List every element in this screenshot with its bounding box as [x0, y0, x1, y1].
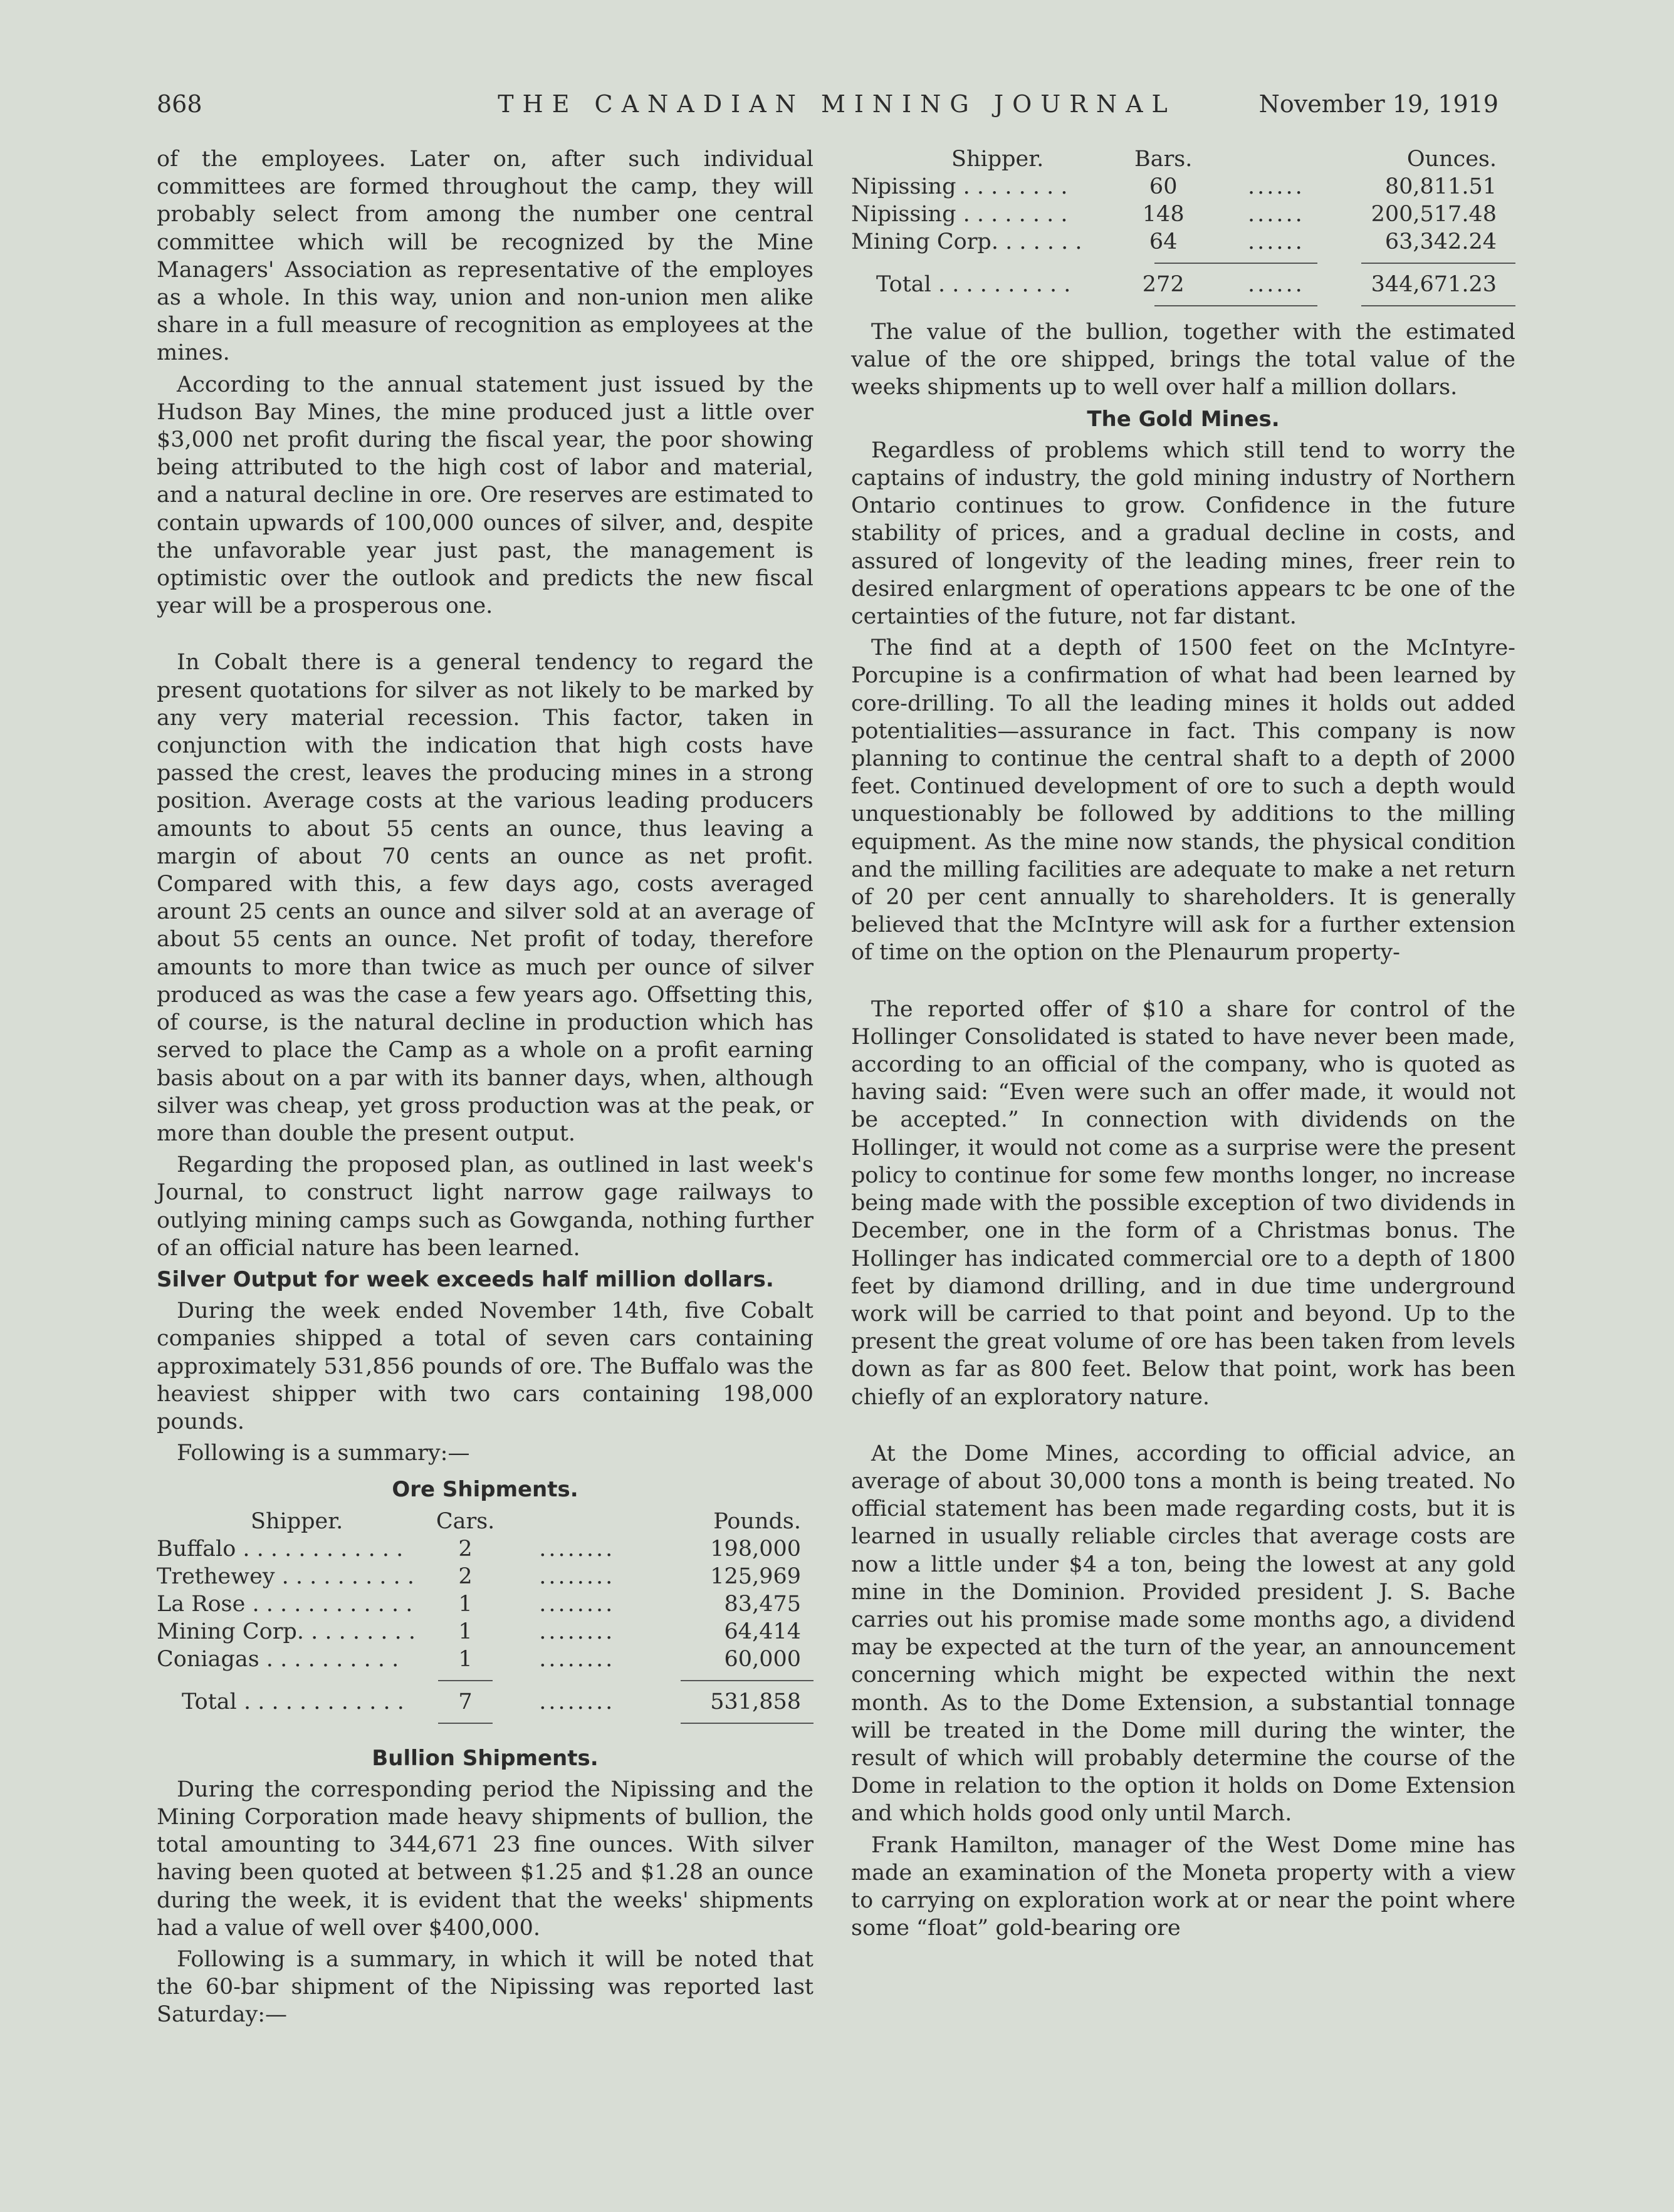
- paragraph: Following is a summary, in which it will be noted that the 60-bar shipment of the Nipissing was reported last Saturday:—: [157, 1946, 813, 2028]
- ore-shipments-table: [157, 1508, 813, 1731]
- journal-title: THE CANADIAN MINING JOURNAL: [498, 90, 1176, 118]
- cell-shipper: Coniagas . . . . . . . . . .: [157, 1646, 399, 1672]
- cell-pounds: 125,969: [710, 1563, 801, 1589]
- table-row: [157, 1618, 813, 1646]
- cell-leader: ........: [539, 1619, 615, 1644]
- paragraph: The find at a depth of 1500 feet on the McIntyre-Porcupine is a confirmation of what had been learned by core-drilling. To all the leading mines it holds out added potentialities—assurance in fact. This company is now planning to continue the central shaft to a depth of 2000 feet. Continued development of ore to such a depth would unquestionably be followed by additions to the milling equipment. As the mine now stands, the physical condition and the milling facilities are adequate to make a net return of 20 per cent annually to shareholders. It is generally believed that the McIntyre will ask for a further extension of time on the option on the Plenaurum property-: [851, 635, 1515, 966]
- table-rule: [851, 298, 1515, 313]
- cell-cars: 2: [458, 1563, 473, 1589]
- cell-shipper: La Rose . . . . . . . . . . . .: [157, 1591, 413, 1617]
- section-heading-silver: Silver Output for week exceeds half million dollars.: [157, 1266, 774, 1292]
- cell-bars: 64: [1149, 229, 1178, 254]
- cell-leader: ......: [1248, 202, 1305, 227]
- paragraph: The value of the bullion, together with the estimated value of the ore shipped, brings the total value of the weeks shipments up to well over half a million dollars.: [851, 320, 1515, 400]
- section-heading-gold: The Gold Mines.: [1087, 406, 1280, 432]
- table-row: [851, 228, 1515, 256]
- column-header: Shipper.: [251, 1508, 343, 1534]
- cell-shipper: Buffalo . . . . . . . . . . . .: [157, 1536, 404, 1562]
- paragraph: In Cobalt there is a general tendency to regard the present quotations for silver as not likely to be marked by any very material recession. This factor, taken in conjunction with the indication that high costs have passed the crest, leaves the producing mines in a strong position. Average costs at the various leading producers amounts to about 55 cents an ounce, thus leaving a margin of about 70 cents an ounce as net profit. Compared with this, a few days ago, costs averaged arount 25 cents an ounce and silver sold at an average of about 55 cents an ounce. Net profit of today, therefore amounts to more than twice as much per ounce of silver produced as was the case a few years ago. Offsetting this, of course, is the natural decline in production which has served to place the Camp as a whole on a profit earning basis about on a par with its banner days, when, although silver was cheap, yet gross production was at the peak, or more than double the present output.: [157, 650, 813, 1146]
- column-header: Shipper.: [951, 147, 1044, 172]
- cell-leader: ........: [539, 1689, 615, 1714]
- cell-bars: 148: [1142, 202, 1185, 227]
- cell-bars: 272: [1142, 272, 1185, 297]
- table-rule: [157, 1673, 813, 1688]
- cell-cars: 2: [458, 1536, 473, 1562]
- cell-cars: 1: [458, 1646, 473, 1672]
- table-header: [157, 1508, 813, 1535]
- cell-pounds: 198,000: [710, 1536, 801, 1562]
- paragraph: Regarding the proposed plan, as outlined in last week's Journal, to construct light narrow gage railways to outlying mining camps such as Gowganda, nothing further of an official nature has been learned.: [157, 1152, 813, 1261]
- table-total-row: [157, 1688, 813, 1716]
- cell-pounds: 531,858: [710, 1689, 801, 1714]
- paragraph: Frank Hamilton, manager of the West Dome mine has made an examination of the Moneta property with a view to carrying on exploration work at or near the point where some “float” gold-bearing ore: [851, 1832, 1515, 1941]
- table-rule: [851, 256, 1515, 271]
- paragraph: During the corresponding period the Nipissing and the Mining Corporation made heavy shipments of bullion, the total amounting to 344,671 23 fine ounces. With silver having been quoted at between $1.25 and $1.28 an ounce during the week, it is evident that the weeks' shipments had a value of well over $400,000.: [157, 1776, 813, 1941]
- cell-leader: ........: [539, 1536, 615, 1562]
- cell-shipper: Nipissing . . . . . . . .: [851, 174, 1068, 199]
- column-header: Pounds.: [713, 1508, 801, 1534]
- section-heading-bullion: Bullion Shipments.: [372, 1745, 599, 1771]
- page-number: 868: [157, 90, 202, 118]
- cell-leader: ......: [1248, 229, 1305, 254]
- column-header: Ounces.: [1406, 147, 1497, 172]
- ore-shipments-title: Ore Shipments.: [392, 1477, 578, 1503]
- cell-bars: 60: [1149, 174, 1178, 199]
- cell-ounces: 344,671.23: [1371, 272, 1497, 297]
- cell-ounces: 200,517.48: [1371, 202, 1497, 227]
- table-row: [851, 173, 1515, 201]
- paragraph: According to the annual statement just issued by the Hudson Bay Mines, the mine produced just a little over $3,000 net profit during the fiscal year, the poor showing being attributed to the high cost of labor and material, and a natural decline in ore. Ore reserves are estimated to contain upwards of 100,000 ounces of silver, and, despite the unfavorable year just past, the management is optimistic over the outlook and predicts the new fiscal year will be a prosperous one.: [157, 372, 813, 619]
- cell-pounds: 64,414: [724, 1619, 801, 1644]
- cell-cars: 7: [458, 1689, 473, 1714]
- table-total-row: [851, 271, 1515, 298]
- cell-shipper: Mining Corp. . . . . . . . .: [157, 1619, 416, 1644]
- cell-total-label: Total . . . . . . . . . .: [876, 272, 1071, 297]
- cell-shipper: Mining Corp. . . . . . .: [851, 229, 1082, 254]
- running-header: [0, 90, 1674, 128]
- cell-total-label: Total . . . . . . . . . . . .: [182, 1689, 404, 1714]
- cell-leader: ........: [539, 1646, 615, 1672]
- table-row: [157, 1563, 813, 1590]
- column-header: Bars.: [1134, 147, 1193, 172]
- right-column: [851, 145, 1515, 1946]
- paragraph: During the week ended November 14th, five Cobalt companies shipped a total of seven cars containing approximately 531,856 pounds of ore. The Buffalo was the heaviest shipper with two cars containing 198,000 pounds.: [157, 1298, 813, 1434]
- left-column: [157, 145, 813, 2033]
- cell-cars: 1: [458, 1619, 473, 1644]
- table-rule: [157, 1716, 813, 1731]
- table-row: [157, 1646, 813, 1673]
- table-row: [157, 1535, 813, 1563]
- cell-pounds: 60,000: [724, 1646, 801, 1672]
- column-header: Cars.: [436, 1508, 495, 1534]
- paragraph: of the employees. Later on, after such individual committees are formed throughout the camp, they will probably select from among the number one central committee which will be recognized by the Mine Managers' Association as representative of the employes as a whole. In this way, union and non-union men alike share in a full measure of recognition as employees at the mines.: [157, 147, 813, 366]
- table-header: [851, 145, 1515, 173]
- paragraph: Following is a summary:—: [177, 1441, 470, 1466]
- cell-shipper: Nipissing . . . . . . . .: [851, 202, 1068, 227]
- cell-leader: ......: [1248, 174, 1305, 199]
- issue-date: November 19, 1919: [1258, 90, 1499, 118]
- bullion-shipments-table: [851, 145, 1515, 313]
- cell-leader: ......: [1248, 272, 1305, 297]
- cell-ounces: 63,342.24: [1384, 229, 1497, 254]
- cell-cars: 1: [458, 1591, 473, 1617]
- paragraph: The reported offer of $10 a share for control of the Hollinger Consolidated is stated to have never been made, according to an official of the company, who is quoted as having said: “Even were such an offer made, it would not be accepted.” In connection with dividends on the Hollinger, it would not come as a surprise were the present policy to continue for some few months longer, no increase being made with the possible exception of two dividends in December, one in the form of a Christmas bonus. The Hollinger has indicated commercial ore to a depth of 1800 feet by diamond drilling, and in due time underground work will be carried to that point and beyond. Up to the present the great volume of ore has been taken from levels down as far as 800 feet. Below that point, work has been chiefly of an exploratory nature.: [851, 996, 1515, 1410]
- cell-leader: ........: [539, 1591, 615, 1617]
- table-row: [157, 1590, 813, 1618]
- table-row: [851, 201, 1515, 228]
- paragraph: At the Dome Mines, according to official advice, an average of about 30,000 tons a month is being treated. No official statement has been made regarding costs, but it is learned in usually reliable circles that average costs are now a little under $4 a ton, being the lowest at any gold mine in the Dominion. Provided president J. S. Bache carries out his promise made some months ago, a dividend may be expected at the turn of the year, an announcement concerning which might be expected within the next month. As to the Dome Extension, a substantial tonnage will be treated in the Dome mill during the winter, the result of which will probably determine the course of the Dome in relation to the option it holds on Dome Extension and which holds good only until March.: [851, 1441, 1515, 1827]
- cell-leader: ........: [539, 1563, 615, 1589]
- paragraph: Regardless of problems which still tend to worry the captains of industry, the gold mining industry of Northern Ontario continues to grow. Confidence in the future stability of prices, and a gradual decline in costs, and assured of longevity of the leading mines, freer rein to desired enlargment of operations appears tc be one of the certainties of the future, not far distant.: [851, 437, 1515, 630]
- cell-ounces: 80,811.51: [1384, 174, 1497, 199]
- cell-shipper: Trethewey . . . . . . . . . .: [157, 1563, 415, 1589]
- cell-pounds: 83,475: [724, 1591, 801, 1617]
